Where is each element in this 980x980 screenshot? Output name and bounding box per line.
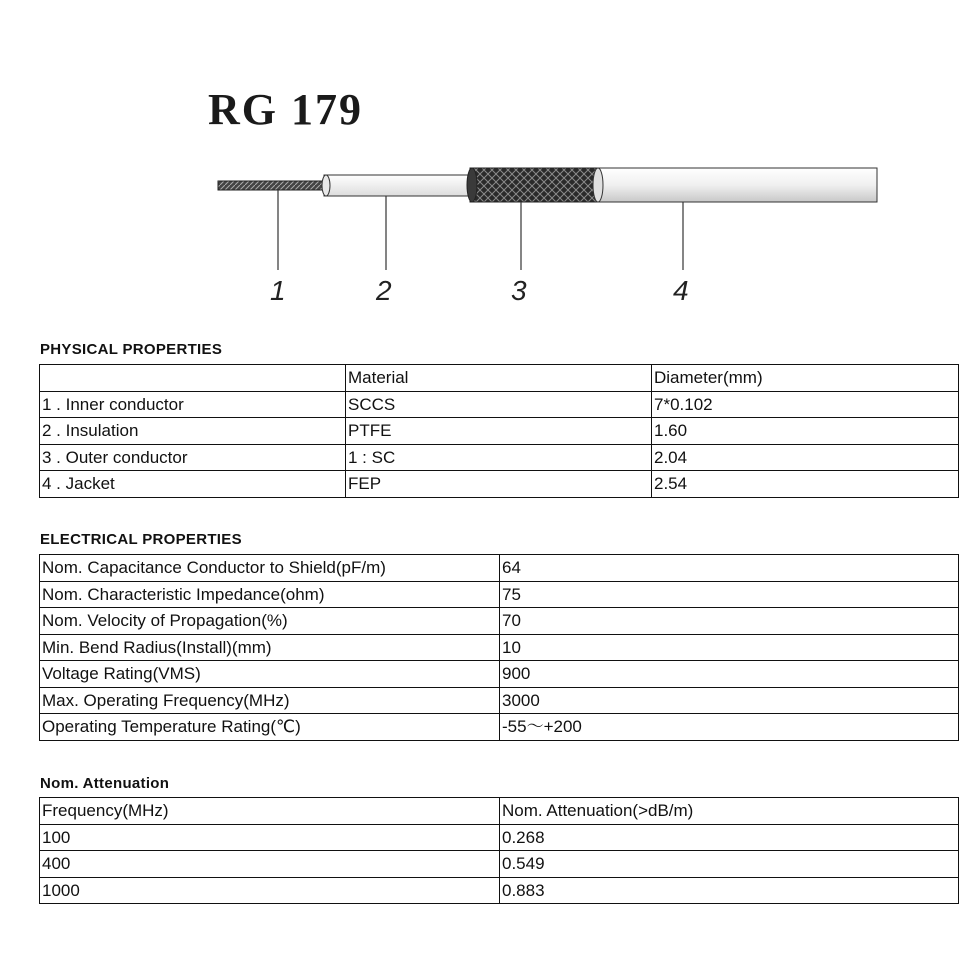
table-cell: Nom. Characteristic Impedance(ohm): [40, 581, 500, 608]
table-row: [40, 824, 959, 851]
physical-properties-table: [39, 364, 959, 498]
table-cell: 10: [500, 634, 959, 661]
physical-properties-heading: PHYSICAL PROPERTIES: [40, 341, 223, 358]
table-cell: 3000: [500, 687, 959, 714]
table-cell: 7*0.102: [652, 391, 959, 418]
header-cell: Material: [346, 365, 652, 392]
table-cell: 0.883: [500, 877, 959, 904]
callout-4: 4: [673, 275, 689, 306]
attenuation-heading: Nom. Attenuation: [40, 775, 170, 792]
table-header-row: [40, 798, 959, 825]
table-cell: 1 : SC: [346, 444, 652, 471]
table-cell: -55～+200: [500, 714, 959, 741]
callout-1: 1: [270, 275, 286, 306]
table-row: [40, 555, 959, 582]
table-cell: 900: [500, 661, 959, 688]
table-cell: Operating Temperature Rating(℃): [40, 714, 500, 741]
table-cell: 2 . Insulation: [40, 418, 346, 445]
table-cell: Nom. Velocity of Propagation(%): [40, 608, 500, 635]
table-cell: Max. Operating Frequency(MHz): [40, 687, 500, 714]
header-cell: Frequency(MHz): [40, 798, 500, 825]
table-row: [40, 418, 959, 445]
table-row: [40, 391, 959, 418]
cable-title: RG 179: [208, 85, 363, 134]
jacket: [597, 168, 877, 202]
table-cell: SCCS: [346, 391, 652, 418]
header-cell: Nom. Attenuation(>dB/m): [500, 798, 959, 825]
table-cell: 70: [500, 608, 959, 635]
table-cell: 2.54: [652, 471, 959, 498]
inner-conductor: [218, 181, 330, 190]
table-row: [40, 634, 959, 661]
header-cell: Diameter(mm): [652, 365, 959, 392]
table-cell: 1000: [40, 877, 500, 904]
table-cell: 100: [40, 824, 500, 851]
table-cell: 400: [40, 851, 500, 878]
table-cell: FEP: [346, 471, 652, 498]
insulation: [324, 175, 474, 196]
table-cell: Nom. Capacitance Conductor to Shield(pF/m): [40, 555, 500, 582]
table-cell: 4 . Jacket: [40, 471, 346, 498]
table-cell: 64: [500, 555, 959, 582]
header-cell: [40, 365, 346, 392]
table-cell: 75: [500, 581, 959, 608]
table-cell: 3 . Outer conductor: [40, 444, 346, 471]
table-row: [40, 851, 959, 878]
table-row: [40, 581, 959, 608]
table-row: [40, 877, 959, 904]
table-cell: 1 . Inner conductor: [40, 391, 346, 418]
table-row: [40, 661, 959, 688]
cable-diagram: [0, 150, 980, 310]
table-cell: Voltage Rating(VMS): [40, 661, 500, 688]
electrical-properties-heading: ELECTRICAL PROPERTIES: [40, 531, 242, 548]
table-row: [40, 444, 959, 471]
callout-3: 3: [511, 275, 527, 306]
table-row: [40, 687, 959, 714]
table-cell: 0.549: [500, 851, 959, 878]
table-cell: 1.60: [652, 418, 959, 445]
table-cell: 2.04: [652, 444, 959, 471]
table-cell: Min. Bend Radius(Install)(mm): [40, 634, 500, 661]
outer-conductor-braid: [470, 168, 600, 202]
table-cell: PTFE: [346, 418, 652, 445]
table-row: [40, 608, 959, 635]
table-row: [40, 714, 959, 741]
electrical-properties-table: [39, 554, 959, 741]
table-header-row: [40, 365, 959, 392]
callout-2: 2: [376, 275, 392, 306]
table-row: [40, 471, 959, 498]
attenuation-table: [39, 797, 959, 904]
table-cell: 0.268: [500, 824, 959, 851]
